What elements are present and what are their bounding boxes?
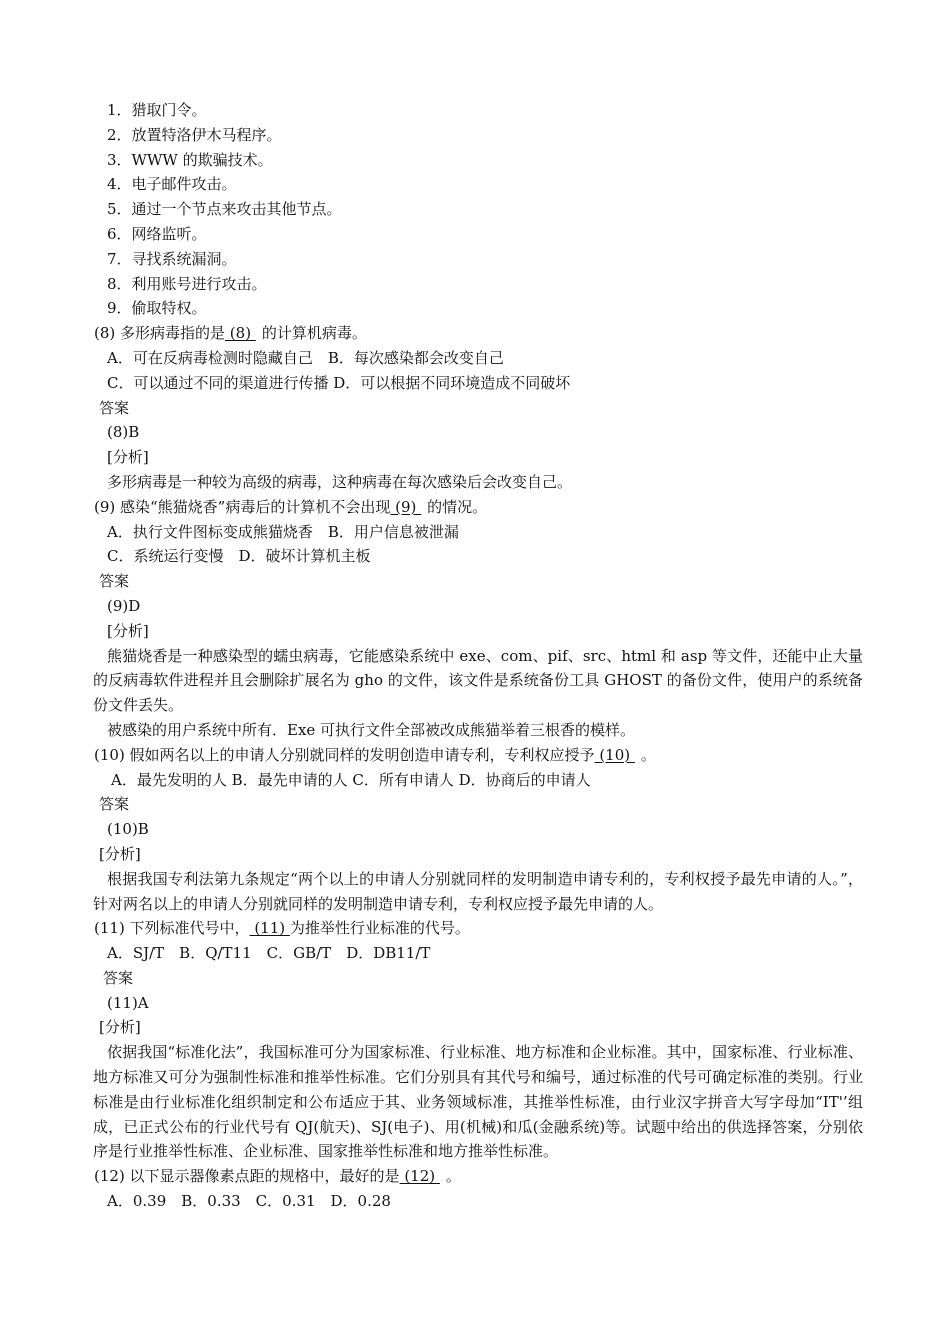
question-12 bbox=[93, 1164, 863, 1214]
answer-blank: (12) bbox=[399, 1167, 440, 1186]
analysis-text: 根据我国专利法第九条规定“两个以上的申请人分别就同样的发明制造申请专利的，专利权授予最先申请的人。”，针对两名以上的申请人分别就同样的发明制造申请专利，专利权应授予最先申请的人。 bbox=[93, 869, 863, 913]
answer-blank: (9) bbox=[390, 497, 422, 516]
answer-label: 答案 bbox=[99, 572, 130, 591]
question-text-tail: 。 bbox=[445, 1167, 461, 1186]
analysis-label: [分析] bbox=[107, 621, 149, 640]
options-line: A．执行文件图标变成熊猫烧香 B．用户信息被泄漏 bbox=[107, 522, 459, 541]
question-text: (11) 下列标准代号中， bbox=[94, 919, 250, 938]
answer-label: 答案 bbox=[103, 968, 134, 987]
list-item: 9．偷取特权。 bbox=[107, 299, 207, 318]
question-stem bbox=[93, 743, 863, 768]
question-text-tail: 的计算机病毒。 bbox=[261, 324, 367, 343]
list-item: 7．寻找系统漏洞。 bbox=[107, 249, 237, 268]
answer-value: (11)A bbox=[107, 993, 149, 1012]
answer-label: 答案 bbox=[99, 398, 130, 417]
options-line: A．0.39 B．0.33 C．0.31 D．0.28 bbox=[107, 1192, 391, 1211]
list-item: 2．放置特洛伊木马程序。 bbox=[107, 125, 282, 144]
analysis-text: 依据我国“标准化法”，我国标准可分为国家标准、行业标准、地方标准和企业标准。其中，国家标准、行业标准、地方标准又可分为强制性标准和推举性标准。它们分别具有其代号和编号，通过标准的代号可确定标准的类别。行业标准是由行业标准化组织制定和公布适应于其、业务领域标准，其推举性标准，由行业汉字拼音大写字母加“IT'’组成，已正式公布的行业代号有 QJ(航天)、SJ(电子)、用(机械)和瓜(金融系统)等。试题中给出的供选择答案，分别依序是行业推举性标准、企业标准、国家推举性标准和地方推举性标准。 bbox=[93, 1043, 863, 1161]
answer-blank: (8) bbox=[225, 324, 256, 343]
question-9 bbox=[93, 495, 863, 743]
question-text-tail: 的情况。 bbox=[427, 497, 488, 516]
analysis-text: 被感染的用户系统中所有．Exe 可执行文件全部被改成熊猫举着三根香的模样。 bbox=[107, 720, 636, 739]
question-text-tail: 。 bbox=[640, 745, 656, 764]
answer-value: (9)D bbox=[107, 596, 141, 615]
question-stem bbox=[93, 495, 863, 520]
analysis-label: [分析] bbox=[99, 1018, 141, 1037]
analysis-text: 熊猫烧香是一种感染型的蠕虫病毒，它能感染系统中 exe、com、pif、src、html 和 asp 等文件，还能中止大量的反病毒软件进程并且会删除扩展名为 gho 的文件，该文件是系统备份工具 GHOST 的备份文件，使用户的系统备份文件丢失。 bbox=[93, 646, 863, 715]
list-item: 5．通过一个节点来攻击其他节点。 bbox=[107, 200, 342, 219]
question-text: (12) 以下显示器像素点距的规格中，最好的是 bbox=[94, 1167, 400, 1186]
answer-blank: (10) bbox=[594, 745, 635, 764]
options-line: C．系统运行变慢 D．破坏计算机主板 bbox=[107, 547, 371, 566]
answer-value: (10)B bbox=[107, 820, 149, 839]
options-line: A．最先发明的人 B．最先申请的人 C．所有申请人 D．协商后的申请人 bbox=[111, 770, 591, 789]
question-text: (9) 感染“熊猫烧香”病毒后的计算机不会出现 bbox=[94, 497, 391, 516]
answer-blank: (11) bbox=[249, 919, 290, 938]
options-line: C．可以通过不同的渠道进行传播 D．可以根据不同环境造成不同破坏 bbox=[107, 373, 571, 392]
answer-value: (8)B bbox=[107, 423, 140, 442]
list-item: 4．电子邮件攻击。 bbox=[107, 175, 237, 194]
question-text: (8) 多形病毒指的是 bbox=[94, 324, 226, 343]
answer-label: 答案 bbox=[99, 795, 130, 814]
analysis-label: [分析] bbox=[107, 448, 149, 467]
analysis-label: [分析] bbox=[99, 844, 141, 863]
question-stem bbox=[93, 1164, 863, 1189]
question-11 bbox=[93, 916, 863, 1164]
question-text: (10) 假如两名以上的申请人分别就同样的发明创造申请专利，专利权应授予 bbox=[94, 745, 595, 764]
question-stem bbox=[93, 321, 863, 346]
question-10 bbox=[93, 743, 863, 917]
question-stem bbox=[93, 916, 863, 941]
attack-method-list bbox=[93, 98, 863, 321]
options-line: A．SJ/T B．Q/T11 C．GB/T D．DB11/T bbox=[107, 944, 431, 963]
question-8 bbox=[93, 321, 863, 495]
question-text-tail: 为推举性行业标准的代号。 bbox=[289, 919, 470, 938]
analysis-text: 多形病毒是一种较为高级的病毒，这种病毒在每次感染后会改变自己。 bbox=[107, 472, 573, 491]
options-line: A．可在反病毒检测时隐藏自己 B．每次感染都会改变自己 bbox=[107, 348, 504, 367]
list-item: 6．网络监听。 bbox=[107, 224, 207, 243]
list-item: 8．利用账号进行攻击。 bbox=[107, 274, 267, 293]
list-item: 3．WWW 的欺骗技术。 bbox=[107, 150, 273, 169]
document-page bbox=[93, 98, 863, 1214]
list-item: 1．猎取门令。 bbox=[107, 101, 207, 119]
